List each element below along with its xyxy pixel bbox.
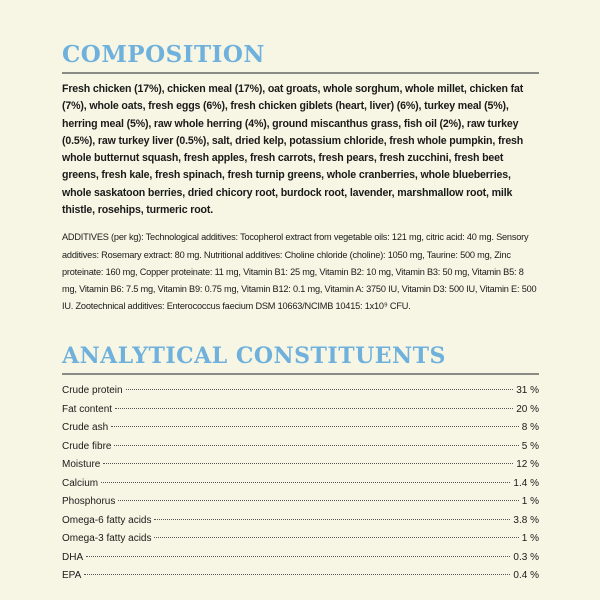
constituent-name: Omega-6 fatty acids xyxy=(62,514,152,526)
constituent-name: Omega-3 fatty acids xyxy=(62,533,152,545)
constituent-row xyxy=(62,478,539,497)
constituent-value: 20 % xyxy=(516,403,539,415)
constituent-row xyxy=(62,385,539,404)
constituent-name: Fat content xyxy=(62,403,113,415)
constituent-value: 12 % xyxy=(516,459,539,471)
constituent-value: 0.3 % xyxy=(513,551,539,563)
leader-dots xyxy=(154,519,510,520)
leader-dots xyxy=(101,482,510,483)
constituent-value: 5 % xyxy=(521,440,539,452)
constituent-value: 0.4 % xyxy=(513,570,539,582)
constituent-value: 3.8 % xyxy=(513,514,539,526)
leader-dots xyxy=(114,445,518,446)
constituent-name: Calcium xyxy=(62,477,99,489)
leader-dots xyxy=(154,537,518,538)
composition-heading: COMPOSITION xyxy=(62,41,265,68)
label-page xyxy=(62,40,539,589)
constituent-value: 8 % xyxy=(521,422,539,434)
constituent-row xyxy=(62,533,539,552)
leader-dots xyxy=(118,500,518,501)
constituent-name: EPA xyxy=(62,570,82,582)
constituent-row xyxy=(62,570,539,589)
constituent-name: Crude ash xyxy=(62,422,109,434)
constituents-table xyxy=(62,385,539,589)
analytical-divider xyxy=(62,373,539,375)
constituent-name: DHA xyxy=(62,551,84,563)
composition-divider xyxy=(62,72,539,74)
leader-dots xyxy=(86,556,510,557)
leader-dots xyxy=(111,426,519,427)
constituent-value: 1.4 % xyxy=(513,477,539,489)
leader-dots xyxy=(84,574,510,575)
additives-text: ADDITIVES (per kg): Technological additives: Tocopherol extract from vegetable oils: 121 mg, citric acid: 40 mg. Sensory additives: Rosemary extract: 80 mg. Nutritional additives: Choline chloride (choline): 1050 mg, Taurine: 500 mg, Zinc proteinate: 160 mg, Copper proteinate: 11 mg, Vitamin B1: 25 mg, Vitamin B2: 10 mg, Vitamin B3: 50 mg, Vitamin B5: 8 mg, Vitamin B6: 7.5 mg, Vitamin B9: 0.75 mg, Vitamin B12: 0.1 mg, Vitamin A: 3750 IU, Vitamin D3: 500 IU, Vitamin E: 500 IU. Zootechnical additives: Enterococcus faecium DSM 10663/NCIMB 10415: 1x10⁹ CFU. xyxy=(62,232,537,312)
constituent-row xyxy=(62,441,539,460)
constituent-value: 1 % xyxy=(521,496,539,508)
constituent-name: Crude fibre xyxy=(62,440,112,452)
ingredients-text: Fresh chicken (17%), chicken meal (17%), oat groats, whole sorghum, whole millet, chicken fat (7%), whole oats, fresh eggs (6%), fresh chicken giblets (heart, liver) (6%), turkey meal (5%), herring meal (5%), raw whole herring (4%), ground miscanthus grass, fish oil (2%), raw turkey (0.5%), raw turkey liver (0.5%), salt, dried kelp, potassium chloride, fresh whole pumpkin, fresh whole butternut squash, fresh apples, fresh carrots, fresh pears, fresh zucchini, fresh beet greens, fresh kale, fresh spinach, fresh turnip greens, whole cranberries, whole blueberries, whole saskatoon berries, dried chicory root, burdock root, lavender, marshmallow root, milk thistle, rosehips, turmeric root. xyxy=(62,83,524,217)
constituent-name: Crude protein xyxy=(62,385,123,397)
constituent-row xyxy=(62,459,539,478)
constituent-value: 31 % xyxy=(516,385,539,397)
leader-dots xyxy=(115,408,513,409)
constituent-row xyxy=(62,515,539,534)
constituent-row xyxy=(62,422,539,441)
constituent-name: Phosphorus xyxy=(62,496,116,508)
analytical-heading: ANALYTICAL CONSTITUENTS xyxy=(62,343,446,370)
constituent-row xyxy=(62,552,539,571)
leader-dots xyxy=(126,389,514,390)
leader-dots xyxy=(103,463,513,464)
constituent-row xyxy=(62,496,539,515)
constituent-row xyxy=(62,404,539,423)
constituent-value: 1 % xyxy=(521,533,539,545)
constituent-name: Moisture xyxy=(62,459,101,471)
